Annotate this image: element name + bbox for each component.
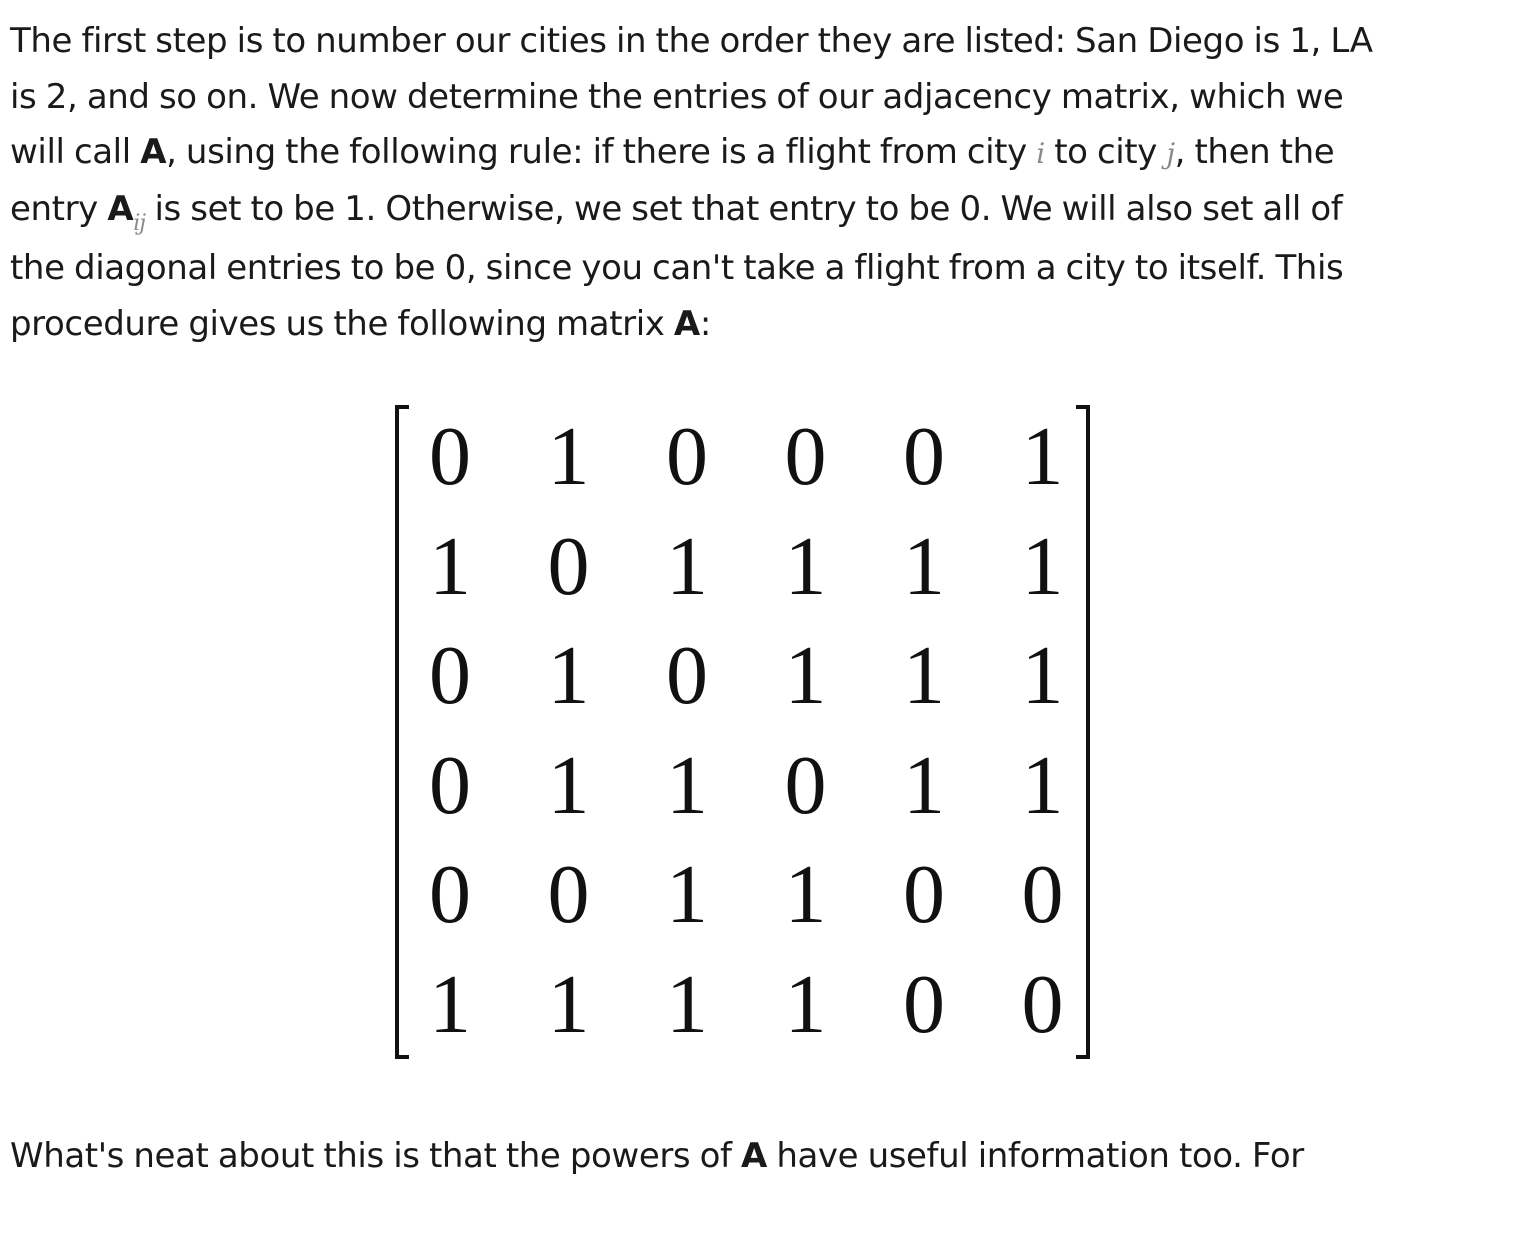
text-run: entry	[10, 188, 108, 229]
matrix-cell: 1	[903, 738, 945, 832]
matrix-cell: 1	[1021, 410, 1064, 503]
paragraph-line: is 2, and so on. We now determine the entries of our adjacency matrix, which we	[10, 76, 1344, 117]
matrix-symbol: A	[673, 303, 700, 344]
matrix-symbol: A	[140, 132, 167, 172]
matrix-cell: 1	[547, 957, 590, 1051]
matrix-cell: 1	[1021, 519, 1064, 613]
text-run: will call	[10, 132, 141, 172]
matrix-cell: 1	[666, 848, 708, 941]
text-run: is set to be 1. Otherwise, we set that entry to be 0. We will also set all of	[145, 188, 1343, 229]
paragraph-line: the diagonal entries to be 0, since you can't take a flight from a city to itself. This	[10, 248, 1344, 288]
matrix-cell: 1	[547, 410, 590, 503]
matrix-cell: 1	[429, 519, 471, 613]
matrix-cell: 1	[1021, 738, 1064, 832]
matrix-cell: 1	[547, 738, 590, 832]
matrix-cell: 1	[666, 957, 708, 1051]
left-bracket	[395, 405, 409, 1059]
followup-paragraph	[10, 1129, 1500, 1185]
matrix-cell: 1	[784, 957, 827, 1051]
paragraph-line: The first step is to number our cities in the order they are listed: San Diego is 1, LA	[10, 21, 1373, 61]
matrix-cell: 0	[666, 629, 708, 722]
text-run: , then the	[1174, 132, 1335, 172]
paragraph-line	[10, 125, 1500, 182]
paragraph-line	[10, 182, 1500, 242]
text-run: have useful information too. For	[766, 1136, 1304, 1176]
matrix-cell: 0	[903, 848, 945, 941]
text-run: procedure gives us the following matrix	[10, 303, 674, 344]
matrix-cell: 1	[429, 957, 471, 1051]
matrix-cell: 0	[1021, 848, 1064, 941]
text-run: What's neat about this is that the powers of	[10, 1136, 742, 1176]
right-bracket	[1076, 405, 1090, 1059]
matrix-cell: 0	[903, 410, 945, 503]
subscript-ij: ij	[133, 210, 146, 236]
matrix-cell: 1	[784, 629, 827, 722]
matrix-symbol: A	[107, 188, 134, 229]
adjacency-matrix	[395, 405, 1111, 1065]
variable-j: j	[1166, 137, 1175, 170]
matrix-cell: 1	[666, 519, 708, 613]
matrix-cell: 0	[784, 738, 827, 832]
variable-i: i	[1036, 137, 1045, 170]
matrix-symbol: A	[741, 1136, 767, 1176]
matrix-cell: 0	[547, 519, 590, 613]
matrix-cell: 1	[547, 629, 590, 722]
text-run: , using the following rule: if there is a flight from city	[166, 132, 1037, 172]
matrix-cell: 0	[784, 410, 827, 503]
matrix-cell: 0	[429, 848, 471, 941]
matrix-cell: 0	[429, 410, 471, 503]
matrix-cell: 0	[903, 957, 945, 1051]
text-run: to city	[1044, 132, 1167, 172]
matrix-cell: 1	[903, 629, 945, 722]
matrix-cell: 0	[429, 738, 471, 832]
matrix-cell: 0	[429, 629, 471, 722]
matrix-cell: 1	[784, 519, 827, 613]
paragraph-line	[10, 297, 1500, 353]
matrix-cell: 1	[1021, 629, 1064, 722]
matrix-cell: 0	[666, 410, 708, 503]
matrix-cell: 1	[784, 848, 827, 941]
intro-paragraph	[10, 14, 1500, 352]
text-run: :	[699, 303, 711, 344]
matrix-cell: 1	[903, 519, 945, 613]
matrix-cell: 0	[1021, 957, 1064, 1051]
matrix-cell: 0	[547, 848, 590, 941]
matrix-cell: 1	[666, 738, 708, 832]
